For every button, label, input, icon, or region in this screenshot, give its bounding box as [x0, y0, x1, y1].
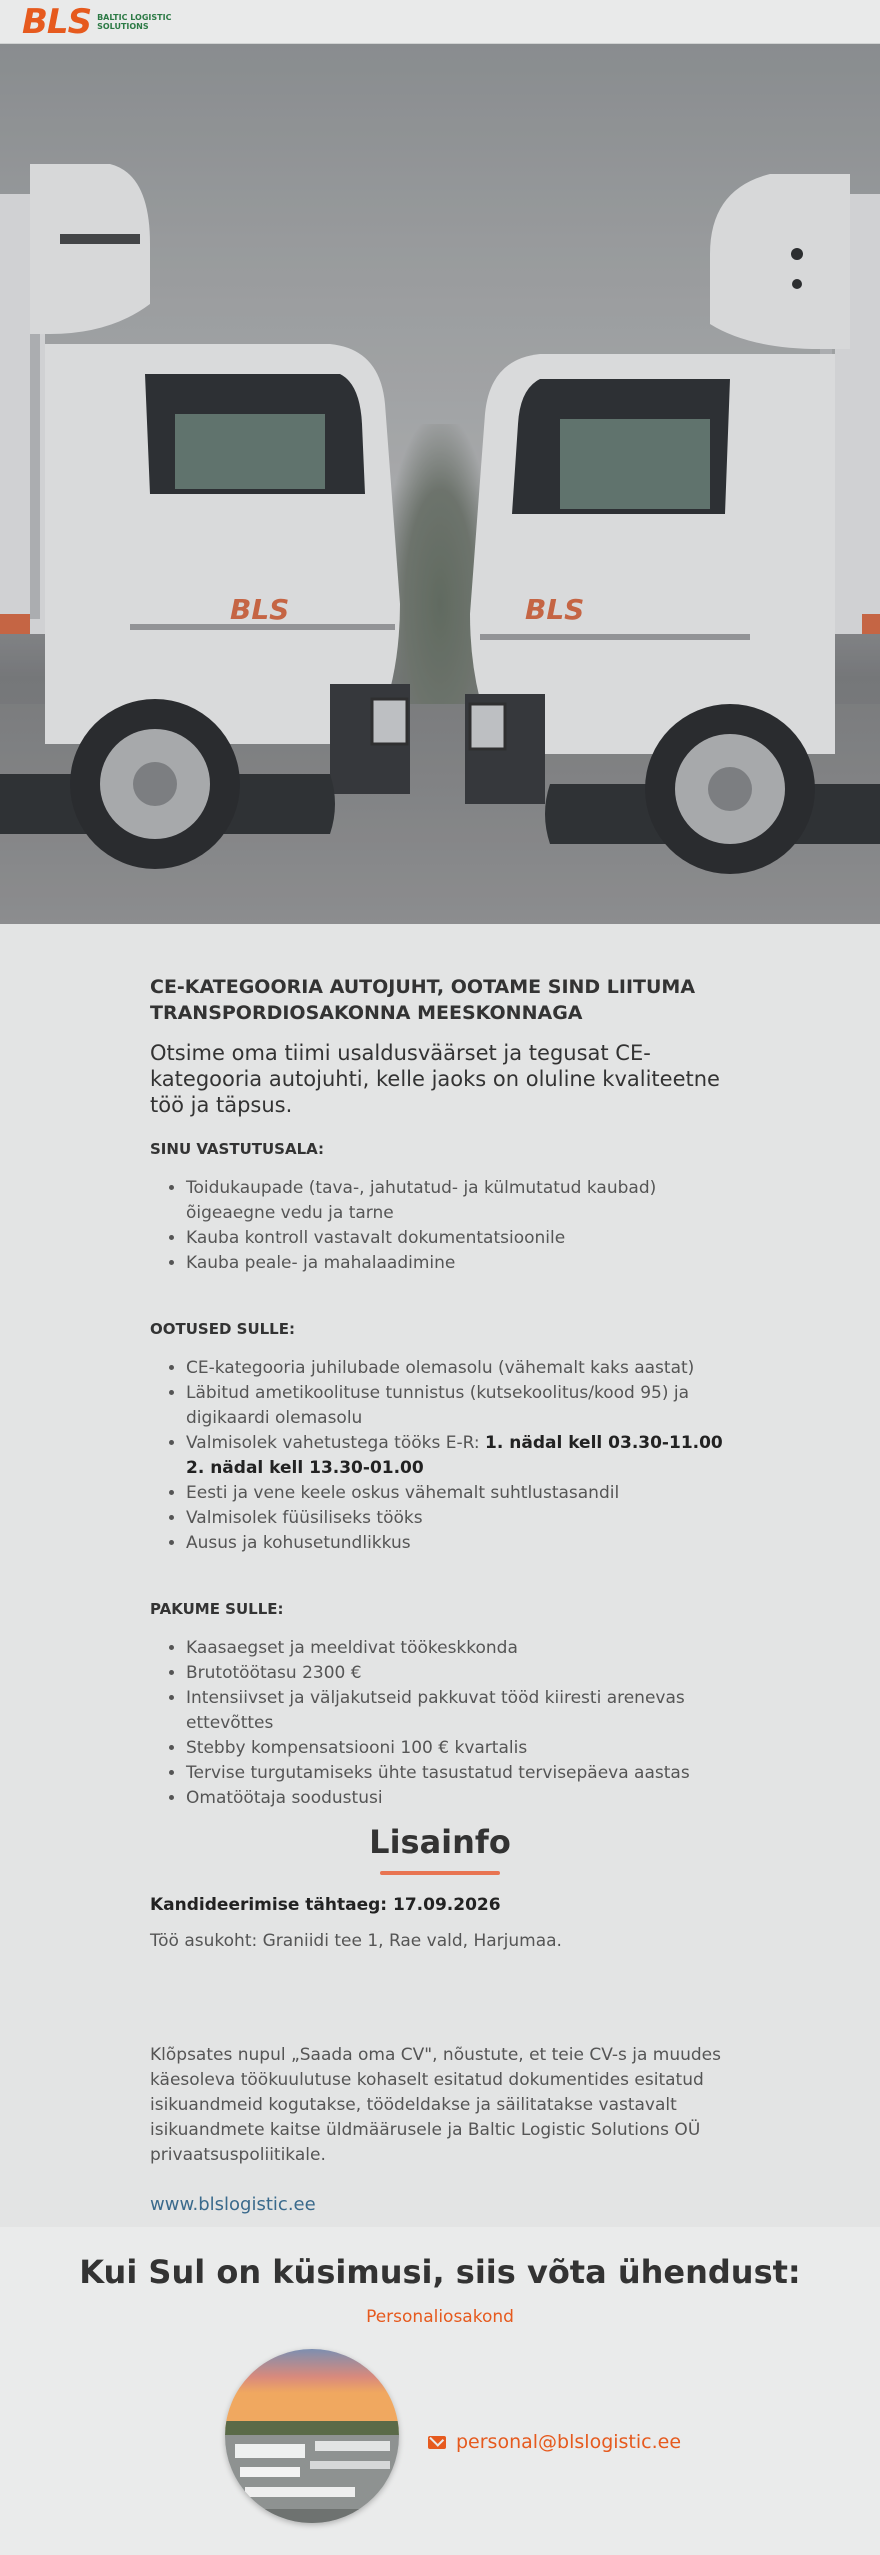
hero-image	[0, 44, 880, 924]
logo-link[interactable]	[22, 1, 172, 42]
shift-prefix: Valmisolek vahetustega tööks E-R:	[186, 1433, 486, 1453]
website-link[interactable]: www.blslogistic.ee	[150, 2194, 316, 2215]
job-posting	[0, 974, 880, 2215]
application-deadline: Kandideerimise tähtaeg: 17.09.2026	[150, 1895, 501, 1915]
expectations-heading: OOTUSED SULLE:	[150, 1320, 295, 1338]
right-truck-logo: BLS	[525, 593, 585, 626]
responsibilities-list	[150, 1176, 730, 1276]
contact-photo	[225, 2349, 399, 2523]
shift-schedule: 1. nädal kell 03.30-11.00 2. nädal kell 13.30-01.00	[186, 1433, 723, 1478]
work-location: Töö asukoht: Graniidi tee 1, Rae vald, Harjumaa.	[150, 1931, 562, 1951]
expectations-list	[150, 1356, 730, 1556]
list-item: • Omatöötaja soodustusi	[186, 1786, 730, 1811]
info-heading: Lisainfo	[369, 1823, 511, 1861]
list-item: • Kauba peale- ja mahalaadimine	[186, 1251, 730, 1276]
contact-department: Personaliosakond	[366, 2307, 514, 2327]
list-item: • Tervise turgutamiseks ühte tasustatud tervisepäeva aastas	[186, 1761, 730, 1786]
list-item: • Stebby kompensatsiooni 100 € kvartalis	[186, 1736, 730, 1761]
list-item: • Toidukaupade (tava-, jahutatud- ja külmutatud kaubad) õigeaegne vedu ja tarne	[186, 1176, 730, 1226]
list-item-shift	[186, 1431, 730, 1481]
privacy-consent-text: Klõpsates nupul „Saada oma CV", nõustute, et teie CV-s ja muudes käesoleva töökuulutuse kohaselt esitatud dokumentides esitatud isikuandmeid kogutakse, töödeldakse ja säilitatakse vastavalt isikuandmete kaitse üldmäärusele ja Baltic Logistic Solutions OÜ privaatsuspoliitikale.	[150, 2045, 721, 2165]
list-item: • Läbitud ametikoolituse tunnistus (kutsekoolitus/kood 95) ja digikaardi olemasolu	[186, 1381, 730, 1431]
logo-mark: BLS	[22, 1, 92, 42]
logo-text-line-1: BALTIC LOGISTIC	[97, 12, 172, 22]
list-item: • Kauba kontroll vastavalt dokumentatsioonile	[186, 1226, 730, 1251]
offer-list	[150, 1636, 730, 1811]
info-section-header	[150, 1823, 730, 1875]
contact-title: Kui Sul on küsimusi, siis võta ühendust:	[79, 2253, 801, 2291]
job-title: CE-KATEGOORIA AUTOJUHT, OOTAME SIND LIITUMA TRANSPORDIOSAKONNA MEESKONNAGA	[150, 976, 696, 1024]
contact-email-link[interactable]	[428, 2431, 681, 2453]
offer-heading: PAKUME SULLE:	[150, 1600, 284, 1618]
left-truck-logo: BLS	[230, 593, 290, 626]
list-item: • CE-kategooria juhilubade olemasolu (vähemalt kaks aastat)	[186, 1356, 730, 1381]
envelope-icon	[428, 2436, 446, 2449]
list-item: • Valmisolek füüsiliseks tööks	[186, 1506, 730, 1531]
job-lead: Otsime oma tiimi usaldusväärset ja tegusat CE-kategooria autojuhti, kelle jaoks on oluline kvaliteetne töö ja täpsus.	[150, 1041, 720, 1117]
responsibilities-heading: SINU VASTUTUSALA:	[150, 1140, 325, 1158]
list-item: • Intensiivset ja väljakutseid pakkuvat tööd kiiresti arenevas ettevõttes	[186, 1686, 730, 1736]
list-item: • Eesti ja vene keele oskus vähemalt suhtlustasandil	[186, 1481, 730, 1506]
logo-text	[97, 13, 171, 31]
trucks-illustration	[0, 44, 880, 924]
site-header	[0, 0, 880, 44]
list-item: • Ausus ja kohusetundlikkus	[186, 1531, 730, 1556]
contact-section	[0, 2227, 880, 2555]
list-item: • Kaasaegset ja meeldivat töökeskkonda	[186, 1636, 730, 1661]
list-item: • Brutotöötasu 2300 €	[186, 1661, 730, 1686]
contact-email: personal@blslogistic.ee	[456, 2431, 682, 2453]
logo-text-line-2: SOLUTIONS	[97, 21, 149, 31]
heading-underline	[380, 1871, 500, 1875]
